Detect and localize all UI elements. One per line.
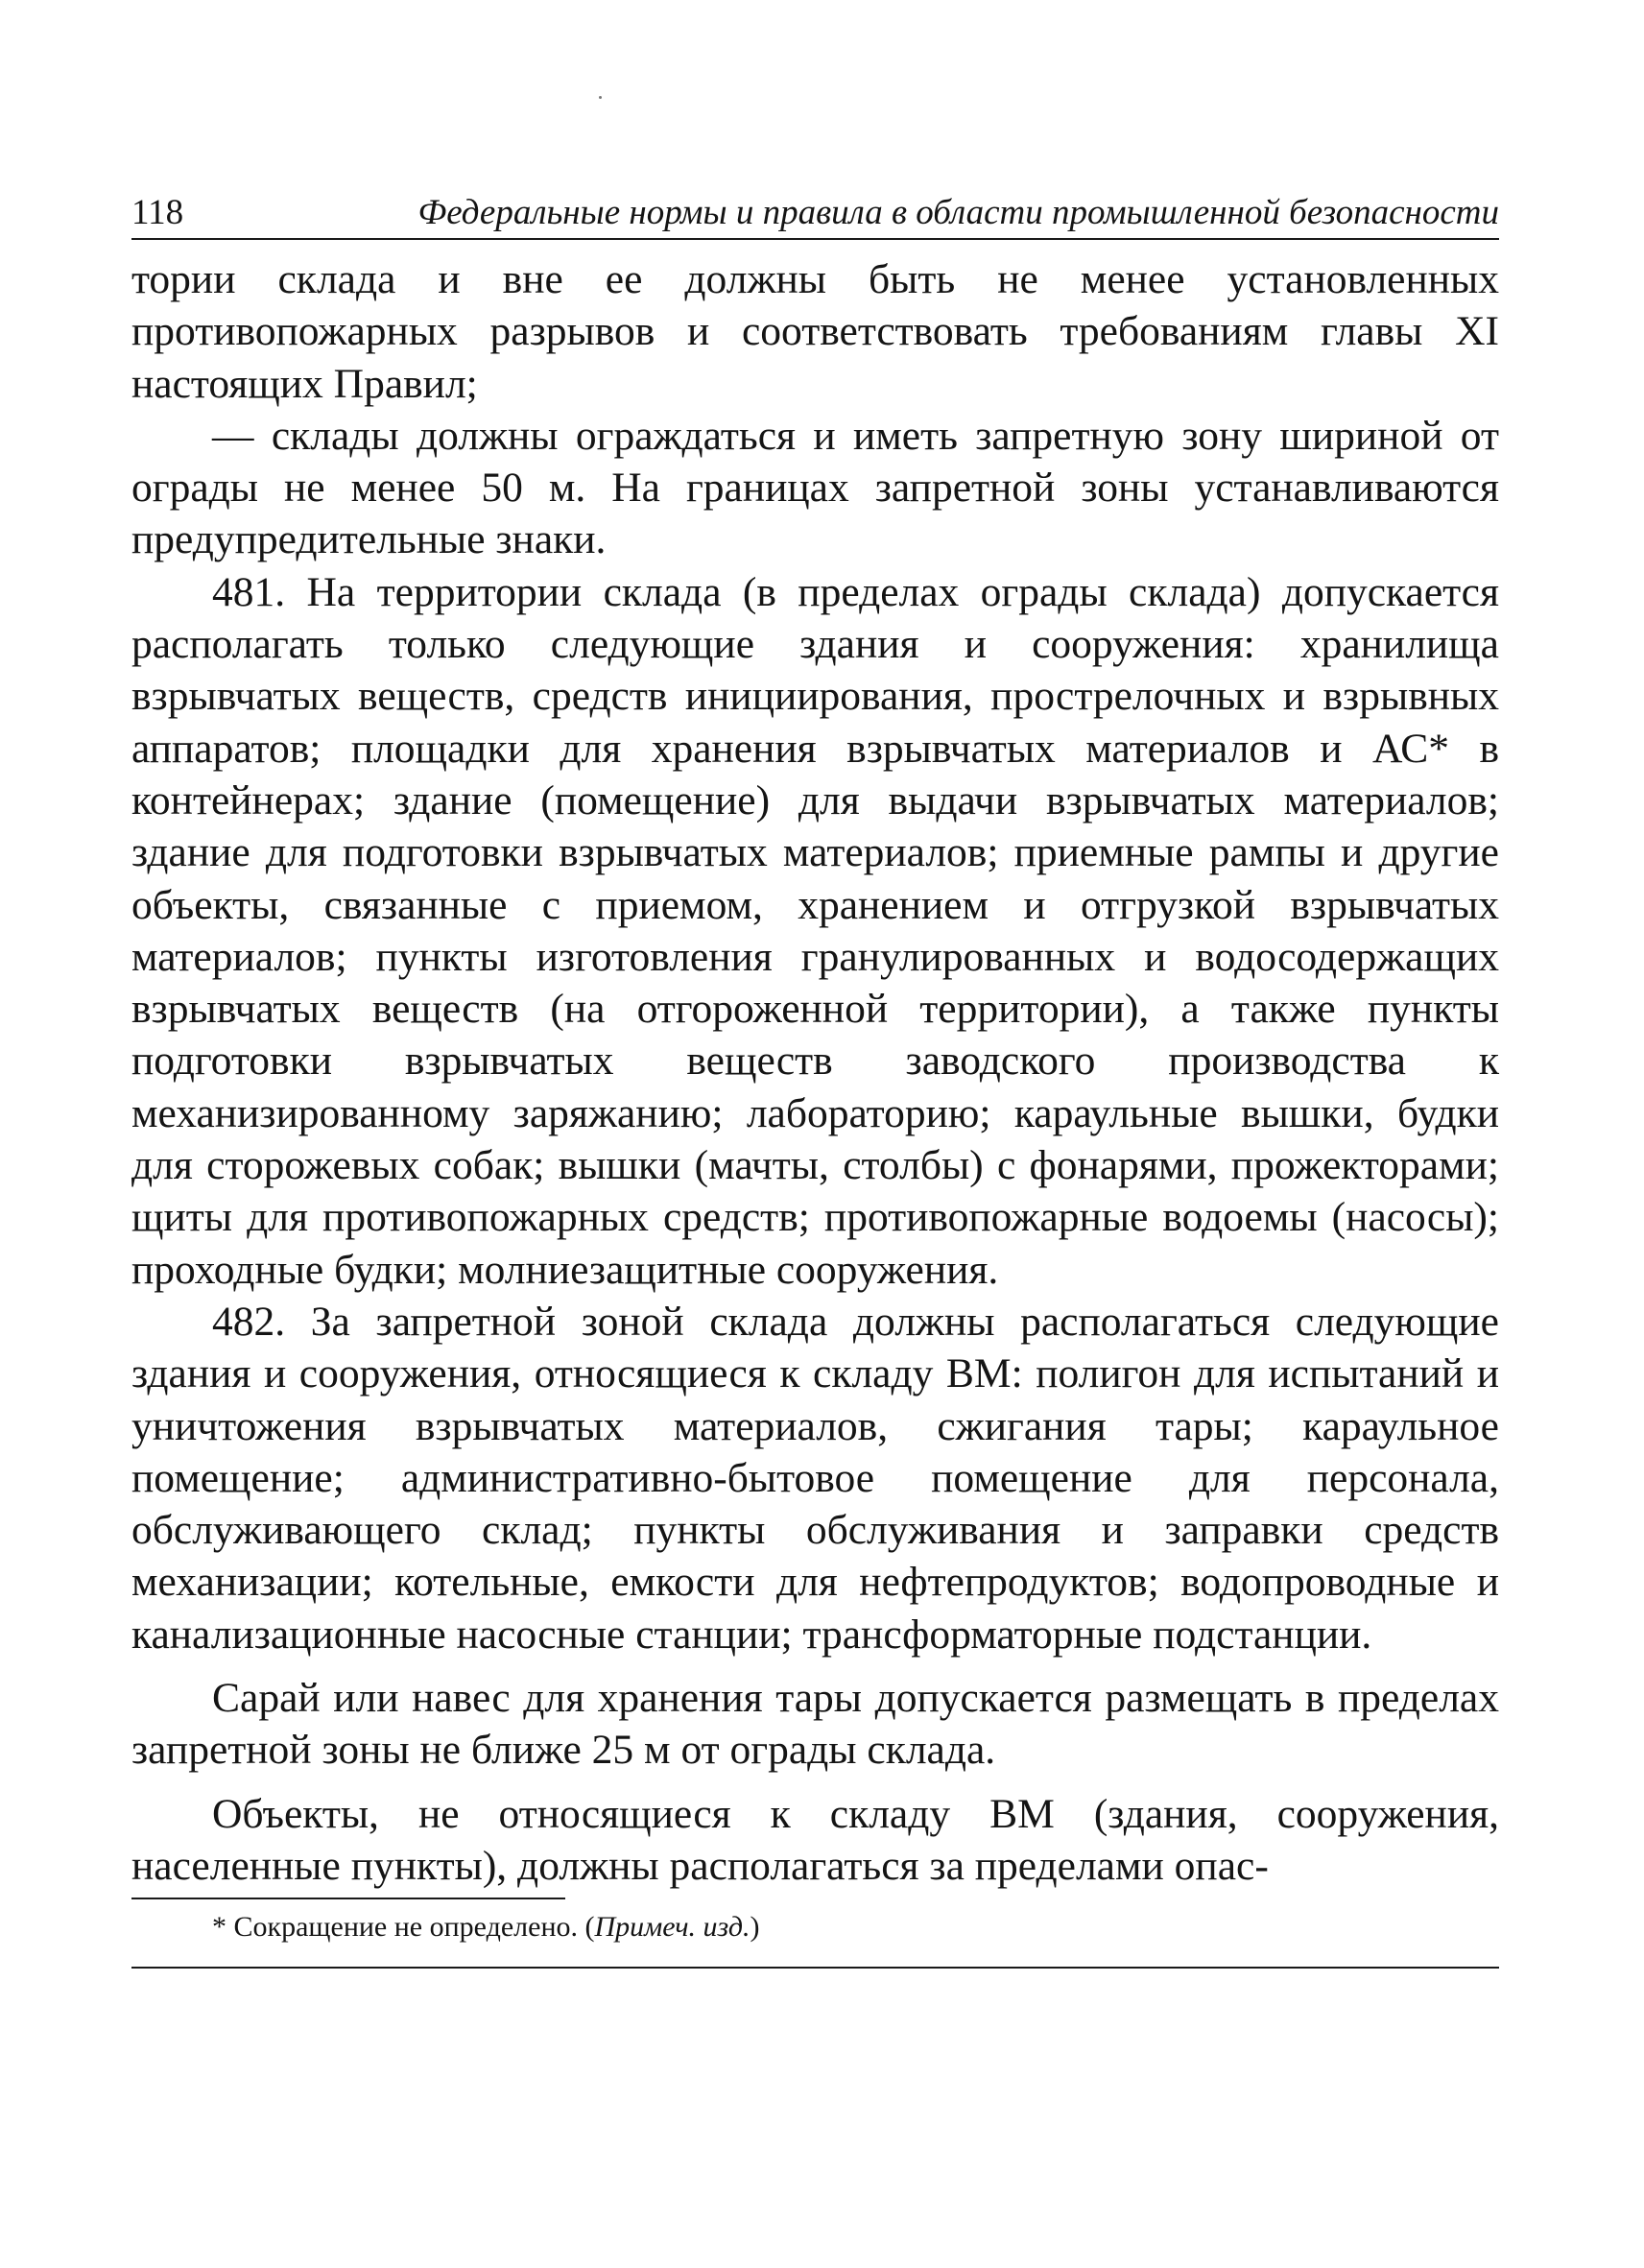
bottom-divider [131,1967,1499,1969]
scan-speck [599,96,602,99]
footnote-divider [131,1898,565,1899]
paragraph-objects: Объекты, не относящиеся к складу ВМ (здания, сооружения, населенные пункты), должны располагаться за пределами опас- [131,1790,1499,1889]
paragraph-continuation: тории склада и вне ее должны быть не менее установленных противопожарных разрывов и соответствовать требованиям главы XI настоящих Правил; [131,256,1499,407]
footnote [131,1909,1499,1946]
page-header [131,192,1499,240]
paragraph-shed: Сарай или навес для хранения тары допускается размещать в пределах запретной зоны не ближе 25 м от ограды склада. [131,1675,1499,1774]
paragraph-481: 481. На территории склада (в пределах ограды склада) допускается располагать только следующие здания и сооружения: хранилища взрывчатых веществ, средств инициирования, прострелочных и взрывных аппаратов; площадки для хранения взрывчатых материалов и АС* в контейнерах; здание (помещение) для выдачи взрывчатых материалов; здание для подготовки взрывчатых материалов; приемные рампы и другие объекты, связанные с приемом, хранением и отгрузкой взрывчатых материалов; пункты изготовления гранулированных и водосодержащих взрывчатых веществ (на отгороженной территории), а также пункты подготовки взрывчатых веществ заводского производства к механизированному заряжанию; лабораторию; караульные вышки, будки для сторожевых собак; вышки (мачты, столбы) с фонарями, прожекторами; щиты для противопожарных средств; противопожарные водоемы (насосы); проходные будки; молниезащитные сооружения. [131,568,1499,1293]
running-title: Федеральные нормы и правила в области промышленной безопасности [417,193,1499,232]
page-number: 118 [131,193,184,232]
body-text [131,253,1499,1892]
footnote-text: * Сокращение не определено. ( [212,1911,595,1944]
paragraph-list-item: — склады должны ограждаться и иметь запретную зону шириной от ограды не менее 50 м. На границах запретной зоны устанавливаются предупредительные знаки. [131,412,1499,563]
footnote-note: Примеч. изд. [594,1911,751,1944]
footnote-close: ) [750,1911,760,1944]
document-page [131,192,1499,1969]
paragraph-482: 482. За запретной зоной склада должны располагаться следующие здания и сооружения, относящиеся к складу ВМ: полигон для испытаний и уничтожения взрывчатых материалов, сжигания тары; караульное помещение; административно-бытовое помещение для персонала, обслуживающего склад; пункты обслуживания и заправки средств механизации; котельные, емкости для нефтепродуктов; водопроводные и канализационные насосные станции; трансформаторные подстанции. [131,1298,1499,1658]
